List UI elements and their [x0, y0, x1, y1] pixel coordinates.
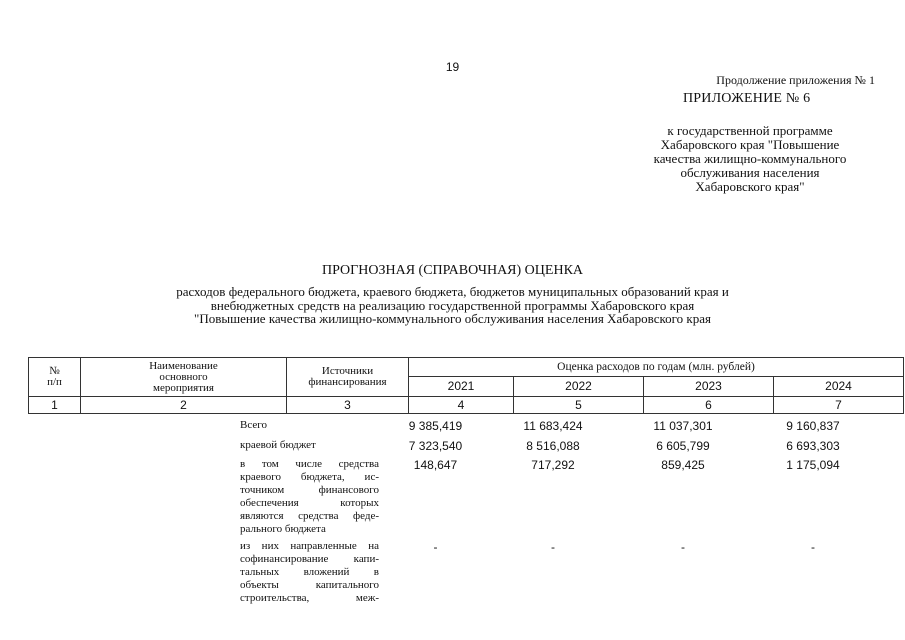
header-source-line: Источники	[321, 365, 374, 377]
value-cell: -	[433, 540, 438, 554]
funding-source-label: из них направленные на	[240, 540, 379, 552]
column-number: 7	[774, 397, 904, 414]
program-reference	[630, 124, 870, 194]
header-activity-line: мероприятия	[153, 381, 214, 394]
header-expense-estimate: Оценка расходов по годам (млн. рублей)	[409, 358, 904, 377]
funding-source-label: софинансирование капи-	[240, 553, 379, 565]
funding-source-label: рального бюджета	[240, 523, 326, 535]
program-ref-line: качества жилищно-коммунального	[653, 151, 847, 166]
value-cell: 6 693,303	[786, 439, 840, 453]
header-source-line: финансирования	[308, 376, 387, 388]
value-cell: 148,647	[413, 458, 458, 472]
funding-source-label: тальных вложений в	[240, 566, 379, 578]
value-cell: 6 605,799	[656, 439, 710, 453]
header-number-line: №	[49, 365, 60, 377]
subtitle-line: внебюджетных средств на реализацию государственной программы Хабаровского края	[210, 297, 695, 313]
column-number: 2	[81, 397, 287, 414]
header-year: 2022	[514, 377, 644, 397]
header-year: 2024	[774, 377, 904, 397]
document-subtitle	[120, 285, 785, 326]
program-ref-line: Хабаровского края"	[695, 179, 805, 194]
value-cell: 8 516,088	[526, 439, 580, 453]
header-activity-name	[81, 358, 287, 397]
funding-source-label: Всего	[240, 419, 267, 431]
header-number	[29, 358, 81, 397]
continuation-note: Продолжение приложения № 1	[716, 73, 875, 87]
column-number: 3	[287, 397, 409, 414]
subtitle-line: "Повышение качества жилищно-коммунального обслуживания населения Хабаровского края	[194, 311, 711, 326]
value-cell: 9 385,419	[408, 419, 463, 433]
value-cell: 1 175,094	[786, 458, 840, 472]
value-cell: 7 323,540	[408, 439, 463, 453]
funding-source-label: строительства, меж-	[240, 592, 379, 604]
funding-source-label: краевого бюджета, ис-	[240, 471, 379, 483]
value-cell: -	[811, 540, 815, 554]
appendix-title: ПРИЛОЖЕНИЕ № 6	[683, 91, 811, 106]
funding-source-label: в том числе средства	[240, 458, 379, 470]
funding-source-label: точником финансового	[240, 484, 379, 496]
value-cell: -	[551, 540, 555, 554]
value-cell: 9 160,837	[786, 419, 840, 433]
funding-source-label: краевой бюджет	[240, 439, 316, 451]
header-activity-line: Наименование	[149, 359, 218, 372]
program-ref-line: Хабаровского края "Повышение	[660, 137, 840, 152]
value-cell: 717,292	[531, 458, 575, 472]
page-number: 19	[445, 60, 460, 74]
program-ref-line: к государственной программе	[667, 123, 833, 138]
header-number-line: п/п	[47, 376, 62, 388]
funding-source-label: являются средства феде-	[240, 510, 379, 522]
column-number: 6	[644, 397, 774, 414]
value-cell: -	[681, 540, 685, 554]
value-cell: 11 037,301	[653, 419, 713, 433]
header-year: 2021	[409, 377, 514, 397]
column-number: 5	[514, 397, 644, 414]
header-activity-line: основного	[159, 370, 208, 383]
funding-source-label: объекты капитального	[240, 579, 379, 591]
column-numbering-row	[29, 397, 904, 414]
column-number: 1	[29, 397, 81, 414]
document-title: ПРОГНОЗНАЯ (СПРАВОЧНАЯ) ОЦЕНКА	[321, 263, 584, 278]
program-ref-line: обслуживания населения	[680, 165, 820, 180]
value-cell: 859,425	[661, 458, 705, 472]
header-year: 2023	[644, 377, 774, 397]
funding-source-label: обеспечения которых	[240, 497, 379, 509]
header-funding-source	[287, 358, 409, 397]
value-cell: 11 683,424	[523, 419, 583, 433]
column-number: 4	[409, 397, 514, 414]
expense-estimate-table	[28, 357, 904, 414]
subtitle-line: расходов федерального бюджета, краевого бюджета, бюджетов муниципальных образований края и	[176, 284, 729, 299]
